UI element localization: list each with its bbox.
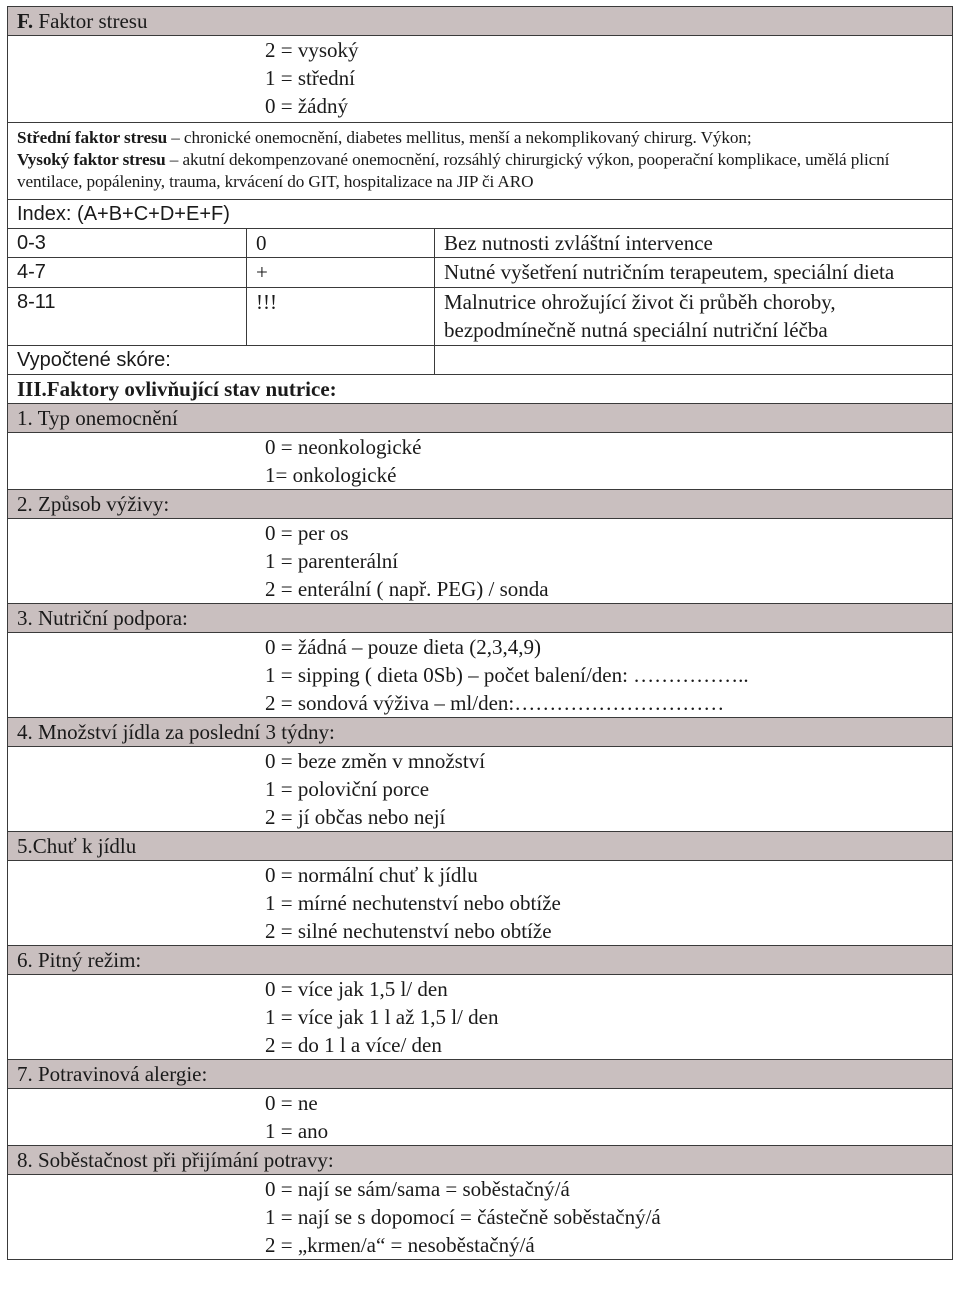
index-row [8, 288, 953, 346]
option: 2 = silné nechutenství nebo obtíže [265, 919, 552, 943]
factor-header [8, 490, 953, 519]
tube-feeding-field[interactable]: 2 = sondová výživa – ml/den:………………………… [265, 691, 725, 715]
option: 1 = parenterální [265, 549, 399, 573]
option: 0 = více jak 1,5 l/ den [265, 977, 448, 1001]
index-text: Bez nutnosti zvláštní intervence [435, 229, 953, 258]
option: 0 = žádný [265, 94, 348, 118]
factor-header [8, 718, 953, 747]
moderate-stress-label: Střední faktor stresu [17, 128, 168, 147]
factor-header [8, 832, 953, 861]
factor-options [8, 975, 953, 1060]
factor-header [8, 604, 953, 633]
option: 2 = „krmen/a“ = nesoběstačný/á [265, 1233, 535, 1257]
nutrition-form [7, 6, 953, 1260]
index-row [8, 258, 953, 288]
option: 1 = mírné nechutenství nebo obtíže [265, 891, 561, 915]
high-stress-text: – akutní dekompenzované onemocnění, rozsáhlý chirurgický výkon, pooperační komplikace, umělá plicní ventilace, popáleniny, trauma, krvácení do GIT, hospitalizace na JIP či ARO [17, 150, 890, 191]
index-formula: Index: (A+B+C+D+E+F) [8, 200, 953, 229]
factor-label: 7. Potravinová alergie: [8, 1060, 953, 1089]
section-f-letter: F. [17, 9, 34, 33]
option: 0 = ne [265, 1091, 318, 1115]
index-text: Malnutrice ohrožující život či průběh choroby, bezpodmínečně nutná speciální nutriční léčba [435, 288, 953, 346]
score-value-field[interactable] [435, 346, 953, 375]
sipping-field[interactable]: 1 = sipping ( dieta 0Sb) – počet balení/den: …………….. [265, 663, 749, 687]
option: 0 = beze změn v množství [265, 749, 486, 773]
index-range: 4-7 [8, 258, 247, 288]
option: 1= onkologické [265, 463, 397, 487]
score-row [8, 346, 953, 375]
factor-label: 4. Množství jídla za poslední 3 týdny: [8, 718, 953, 747]
option: 0 = žádná – pouze dieta (2,3,4,9) [265, 635, 541, 659]
option: 1 = více jak 1 l až 1,5 l/ den [265, 1005, 499, 1029]
option: 1 = ano [265, 1119, 329, 1143]
option: 1 = střední [265, 66, 355, 90]
factor-options [8, 633, 953, 718]
factor-label: 1. Typ onemocnění [8, 404, 953, 433]
factor-header [8, 404, 953, 433]
section-f-header [8, 7, 953, 36]
high-stress-label: Vysoký faktor stresu [17, 150, 166, 169]
factor-header [8, 1060, 953, 1089]
index-row [8, 229, 953, 258]
option: 2 = vysoký [265, 38, 359, 62]
option: 0 = neonkologické [265, 435, 422, 459]
factor-header [8, 1146, 953, 1175]
index-range: 8-11 [8, 288, 247, 346]
section-f-title: Faktor stresu [33, 9, 148, 33]
index-text: Nutné vyšetření nutričním terapeutem, speciální dieta [435, 258, 953, 288]
factor-options [8, 861, 953, 946]
factor-header [8, 946, 953, 975]
factor-label: 5.Chuť k jídlu [8, 832, 953, 861]
option: 2 = do 1 l a více/ den [265, 1033, 442, 1057]
option: 2 = jí občas nebo nejí [265, 805, 446, 829]
factor-options [8, 747, 953, 832]
section-f-note [8, 123, 953, 200]
factor-options [8, 433, 953, 490]
index-sign: 0 [247, 229, 435, 258]
factor-label: 2. Způsob výživy: [8, 490, 953, 519]
index-range: 0-3 [8, 229, 247, 258]
factor-label: 6. Pitný režim: [8, 946, 953, 975]
factor-options [8, 1175, 953, 1260]
factor-label: 3. Nutriční podpora: [8, 604, 953, 633]
index-formula-row [8, 200, 953, 229]
factor-label: 8. Soběstačnost při přijímání potravy: [8, 1146, 953, 1175]
factor-options [8, 1089, 953, 1146]
index-sign: !!! [247, 288, 435, 346]
option: 0 = per os [265, 521, 349, 545]
section-f-options [8, 36, 953, 123]
section-3-title: III.Faktory ovlivňující stav nutrice: [8, 375, 953, 404]
option: 0 = nají se sám/sama = soběstačný/á [265, 1177, 570, 1201]
moderate-stress-text: – chronické onemocnění, diabetes mellitus, menší a nekomplikovaný chirurg. Výkon; [167, 128, 752, 147]
index-sign: + [247, 258, 435, 288]
option: 0 = normální chuť k jídlu [265, 863, 478, 887]
factor-options [8, 519, 953, 604]
option: 1 = poloviční porce [265, 777, 430, 801]
form-table [7, 6, 953, 1260]
option: 1 = nají se s dopomocí = částečně soběstačný/á [265, 1205, 661, 1229]
score-label: Vypočtené skóre: [8, 346, 435, 375]
option: 2 = enterální ( např. PEG) / sonda [265, 577, 549, 601]
section-3-header [8, 375, 953, 404]
